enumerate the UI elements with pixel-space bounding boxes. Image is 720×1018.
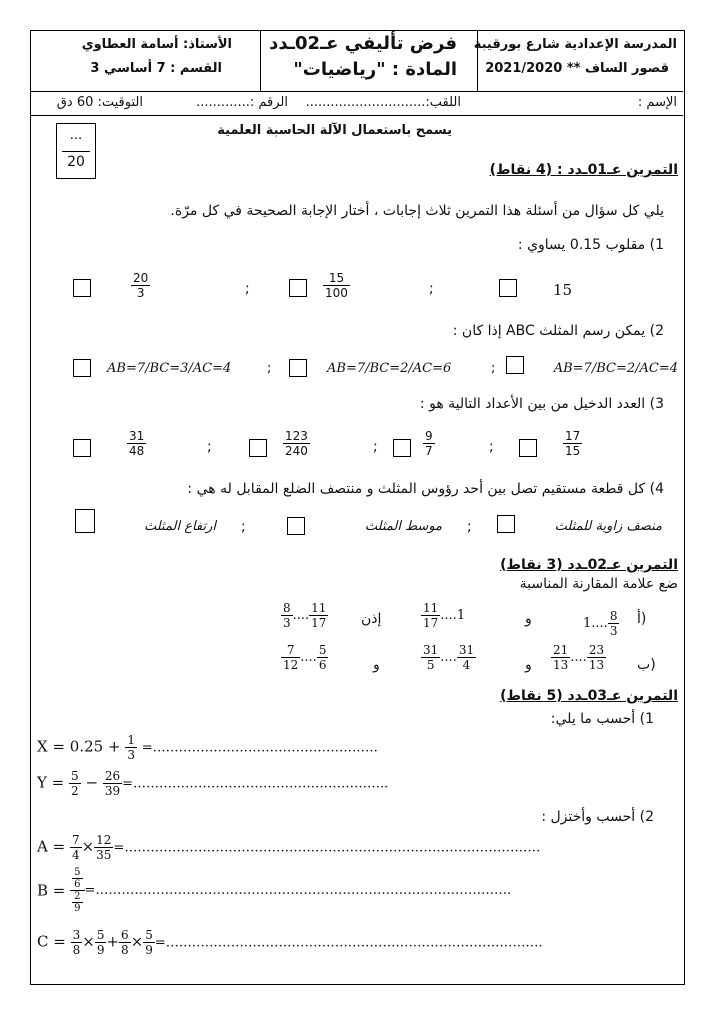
fraction-denominator: 17 (311, 616, 327, 630)
exercise3-q2: 2) أحسب وأختزل : (541, 809, 654, 825)
fraction-numerator: 26 (104, 769, 121, 783)
expr-a (37, 833, 540, 862)
fraction-denominator: 12 (283, 658, 299, 672)
answer-line[interactable]: =……………………………………………. (141, 740, 378, 756)
surname-field[interactable]: اللقب:............................. (305, 95, 461, 110)
teacher-name: الأستاذ: أسامة العطاوي (81, 37, 232, 52)
fraction-denominator: 15 (565, 444, 581, 458)
conjunction: و (525, 657, 532, 673)
conjunction: و (373, 657, 380, 673)
fraction-numerator: 20 (133, 271, 149, 285)
fraction-denominator: 9 (96, 943, 105, 957)
fraction-denominator: 35 (96, 848, 112, 862)
separator: ; (267, 361, 272, 376)
operator: − (85, 773, 99, 792)
q3-option-b (423, 429, 435, 458)
q2-text: 2) يمكن رسم المثلث ABC إذا كان : (452, 323, 664, 339)
fraction-numerator: 2 (74, 891, 81, 902)
compare-a2 (421, 601, 465, 630)
fraction-numerator: 7 (281, 643, 300, 658)
fraction-denominator: 3 (609, 624, 618, 638)
fraction-numerator: 5 (96, 928, 105, 942)
conjunction: إذن (361, 611, 382, 627)
fraction-numerator: 15 (323, 271, 350, 286)
compare-b3 (281, 643, 328, 672)
fraction-numerator: 5 (318, 643, 327, 657)
q3-option-d (127, 429, 146, 458)
q2-option-b: AB=7/BC=2/AC=6 (327, 361, 452, 376)
q1-option-c-checkbox[interactable] (73, 279, 91, 297)
compare-b1 (551, 643, 606, 672)
blank[interactable]: .... (440, 608, 457, 623)
q2-option-b-checkbox[interactable] (289, 359, 307, 377)
subject-title: المادة : "رياضيات" (293, 59, 457, 80)
fraction-numerator: 12 (96, 833, 112, 847)
separator: ; (373, 439, 378, 455)
fraction-denominator: 4 (71, 848, 80, 862)
operator: + (106, 932, 120, 951)
fraction-numerator: 8 (283, 601, 291, 615)
separator: ; (207, 439, 212, 455)
q1-option-a: 15 (553, 281, 573, 299)
conjunction: و (525, 611, 532, 627)
fraction-numerator: 5 (145, 928, 153, 942)
blank[interactable]: .... (570, 650, 587, 665)
fraction-denominator: 39 (104, 784, 121, 798)
blank[interactable]: .... (591, 616, 608, 631)
q3-option-c-checkbox[interactable] (249, 439, 267, 457)
q4-option-a: منصف زاوية للمثلث (554, 519, 662, 534)
fraction-denominator: 48 (129, 444, 145, 458)
class-name: القسم : 7 أساسي 3 (90, 61, 222, 76)
fraction-numerator: 7 (71, 833, 80, 847)
fraction-denominator: 6 (318, 658, 327, 672)
compare-a1 (583, 609, 619, 638)
fraction-numerator: 31 (129, 429, 145, 443)
exercise1-title: التمرين عـ01ـدد : (4 نقاط) (489, 162, 678, 178)
fraction-numerator: 9 (425, 429, 433, 443)
number-field[interactable]: الرقم :............. (196, 95, 288, 110)
fraction-denominator: 13 (553, 658, 569, 672)
separator: ; (245, 281, 250, 297)
fraction-denominator: 5 (426, 658, 435, 672)
fraction-numerator: 123 (285, 429, 308, 443)
expr-lhs: C = (37, 932, 66, 951)
fraction-denominator: 9 (74, 903, 81, 914)
expr-lhs: X = 0.25 + (37, 737, 121, 756)
student-info-row (31, 91, 683, 116)
school-cell (473, 31, 683, 91)
fraction-numerator: 21 (553, 643, 569, 657)
expr-lhs: A = (37, 837, 66, 856)
fraction-denominator: 3 (127, 748, 135, 762)
fraction-denominator: 240 (285, 444, 308, 458)
blank[interactable]: .... (292, 608, 310, 623)
separator: ; (467, 519, 472, 535)
answer-line[interactable]: =…………………………………………………………………………………… (113, 840, 541, 856)
score-value: ... (69, 128, 83, 143)
expr-lhs: Y = (37, 773, 65, 792)
fraction-numerator: 1 (127, 733, 135, 747)
q1-option-c (131, 271, 150, 300)
q1-text: 1) مقلوب 0.15 يساوي : (517, 237, 664, 253)
fraction-denominator: 9 (145, 943, 153, 957)
teacher-cell (31, 31, 260, 91)
fraction-numerator: 31 (423, 643, 439, 657)
q4-option-c: ارتفاع المثلث (143, 519, 216, 534)
fraction-denominator: 3 (283, 616, 291, 630)
compare-a3 (281, 601, 328, 630)
expr-b (37, 867, 511, 914)
school-name: المدرسة الإعدادية شارع بورقيبة (473, 37, 677, 52)
answer-line[interactable]: =………………………………………………….. (122, 776, 389, 792)
separator: ; (489, 439, 494, 455)
number: 1 (456, 608, 466, 623)
q3-option-a-checkbox[interactable] (519, 439, 537, 457)
fraction-numerator: 17 (565, 429, 581, 443)
fraction-denominator: 100 (325, 286, 348, 300)
name-field[interactable]: الإسم : (637, 95, 677, 110)
exam-page (30, 30, 685, 985)
blank[interactable]: .... (300, 650, 317, 665)
q1-option-b-checkbox[interactable] (289, 279, 307, 297)
q2-option-a-checkbox[interactable] (506, 356, 524, 374)
fraction-denominator: 17 (423, 616, 439, 630)
fraction-numerator: 5 (74, 867, 81, 878)
fraction-numerator: 5 (71, 769, 79, 783)
operator: × (130, 932, 144, 951)
q3-option-d-checkbox[interactable] (73, 439, 91, 457)
q1-option-b (323, 271, 350, 300)
title-cell (260, 31, 477, 91)
q3-text: 3) العدد الدخيل من بين الأعداد التالية هو : (419, 396, 664, 412)
q2-option-c-checkbox[interactable] (73, 359, 91, 377)
q2-option-a: AB=7/BC=2/AC=4 (553, 361, 678, 376)
exercise2-title: التمرين عـ02ـدد (3 نقاط) (500, 557, 678, 573)
fraction-denominator: 8 (121, 943, 129, 957)
separator: ; (491, 361, 496, 376)
fraction-numerator: 6 (121, 928, 129, 942)
school-year: قصور الساف ** 2021/2020 (485, 61, 669, 76)
exercise2-intro: ضع علامة المقارنة المناسبة (519, 576, 678, 592)
expr-y (37, 769, 388, 798)
exam-title: فرض تأليفي عـ02ـدد (269, 33, 457, 54)
fraction-denominator: 6 (74, 879, 81, 890)
q1-option-a-checkbox[interactable] (499, 279, 517, 297)
fraction-denominator: 8 (72, 943, 81, 957)
fraction-numerator: 31 (458, 643, 475, 657)
exam-header (31, 31, 683, 92)
exercise1-intro: يلي كل سؤال من أسئلة هذا التمرين ثلاث إجابات ، أختار الإجابة الصحيحة في كل مرّة. (170, 203, 664, 219)
expr-x (37, 733, 378, 762)
q4-option-a-checkbox[interactable] (497, 515, 515, 533)
answer-line[interactable]: =…………………………………………………………………………… (154, 935, 543, 951)
q3-option-a (563, 429, 582, 458)
q4-option-b-checkbox[interactable] (287, 517, 305, 535)
fraction-denominator: 3 (136, 286, 145, 300)
fraction-denominator: 7 (425, 444, 433, 458)
part-a-label: أ) (637, 611, 647, 627)
score-total: 20 (67, 154, 85, 170)
fraction-denominator: 2 (71, 784, 79, 798)
expr-lhs: B = (37, 881, 66, 900)
compare-b2 (421, 643, 476, 672)
q3-option-c (283, 429, 310, 458)
number: 1 (583, 616, 592, 631)
separator: ; (429, 281, 434, 297)
calculator-note: يسمح باستعمال الآلة الحاسبة العلمية (217, 123, 452, 138)
operator: × (82, 932, 95, 951)
q4-option-b: موسط المثلث (364, 519, 442, 534)
separator: ; (241, 519, 246, 535)
expr-c (37, 928, 543, 957)
fraction-numerator: 3 (72, 928, 81, 942)
part-b-label: ب) (637, 657, 656, 673)
fraction-numerator: 11 (311, 601, 327, 615)
q3-option-b-checkbox[interactable] (393, 439, 411, 457)
exercise3-title: التمرين عـ03ـدد (5 نقاط) (500, 688, 678, 704)
operator: × (81, 837, 95, 856)
fraction-denominator: 4 (462, 658, 471, 672)
q4-text: 4) كل قطعة مستقيم تصل بين أحد رؤوس المثلث و منتصف الضلع المقابل له هي : (187, 481, 664, 497)
time-label: التوقيت: 60 دق (56, 95, 143, 110)
exercise3-q1: 1) أحسب ما يلي: (550, 711, 654, 727)
fraction-denominator: 13 (588, 658, 605, 672)
score-box (56, 123, 96, 179)
answer-line[interactable]: =…………………………………………………………………………………… (84, 883, 512, 898)
q2-option-c: AB=7/BC=3/AC=4 (107, 361, 232, 376)
fraction-numerator: 8 (609, 609, 618, 623)
fraction-numerator: 23 (588, 643, 605, 657)
fraction-numerator: 11 (423, 601, 439, 615)
blank[interactable]: .... (440, 650, 457, 665)
q4-option-c-checkbox[interactable] (75, 509, 95, 533)
